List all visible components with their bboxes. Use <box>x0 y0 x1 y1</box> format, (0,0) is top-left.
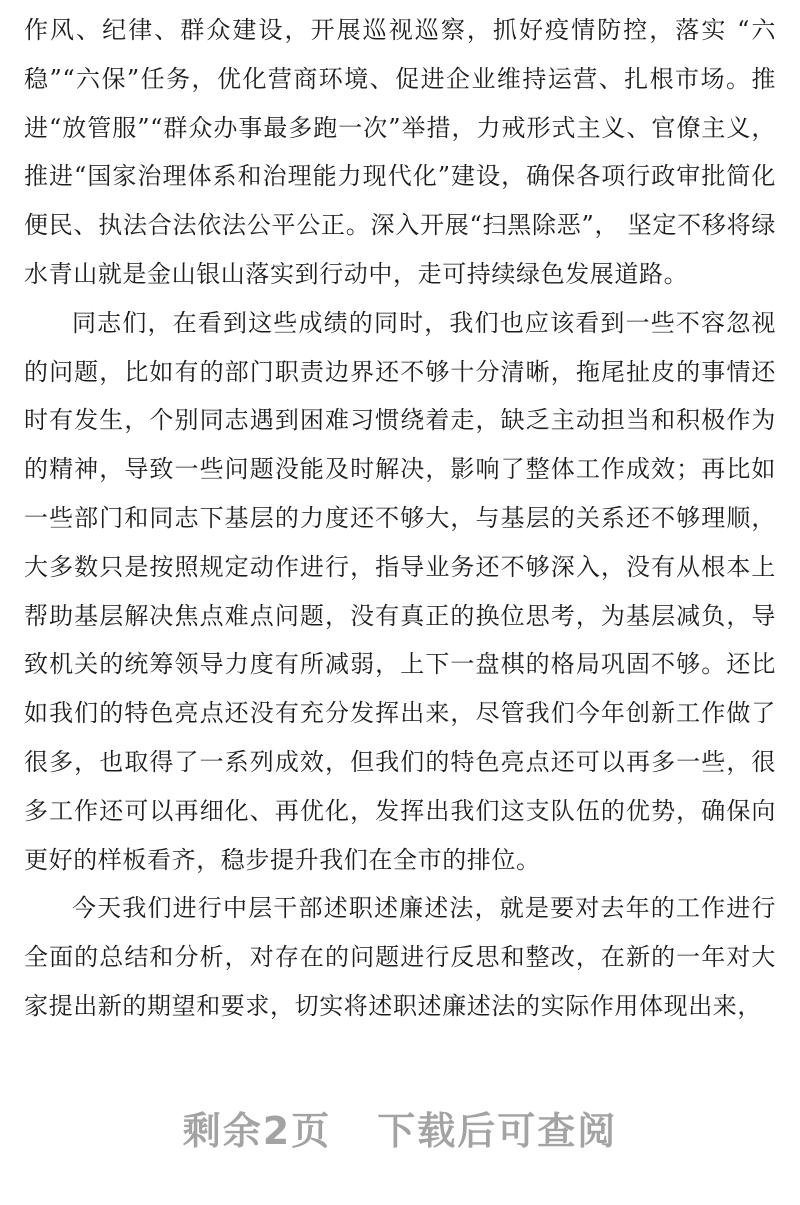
download-preview-banner[interactable] <box>0 1100 800 1155</box>
download-hint-label: 下载后可查阅 <box>377 1109 618 1153</box>
remaining-pages-label: 剩余2页 <box>182 1109 332 1153</box>
paragraph-1: 作风、纪律、群众建设，开展巡视巡察，抓好疫情防控，落实 “六稳”“六保”任务，优化营商环境、促进企业维持运营、扎根市场。推进“放管服”“群众办事最多跑一次”举措，力戒形式主义、官僚主义，推进“国家治理体系和治理能力现代化”建设，确保各项行政审批简化便民、执法合法依法公平公正。深入开展“扫黑除恶”， 坚定不移将绿水青山就是金山银山落实到行动中，走可持续绿色发展道路。 <box>24 16 776 288</box>
paragraph-2: 同志们，在看到这些成绩的同时，我们也应该看到一些不容忽视的问题，比如有的部门职责边界还不够十分清晰，拖尾扯皮的事情还时有发生，个别同志遇到困难习惯绕着走，缺乏主动担当和积极作为的精神，导致一些问题没能及时解决，影响了整体工作成效；再比如一些部门和同志下基层的力度还不够大，与基层的关系还不够理顺，大多数只是按照规定动作进行，指导业务还不够深入，没有从根本上帮助基层解决焦点难点问题，没有真正的换位思考，为基层减负，导致机关的统筹领导力度有所减弱，上下一盘棋的格局巩固不够。还比如我们的特色亮点还没有充分发挥出来，尽管我们今年创新工作做了很多，也取得了一系列成效，但我们的特色亮点还可以再多一些，很多工作还可以再细化、再优化，发挥出我们这支队伍的优势，确保向更好的样板看齐，稳步提升我们在全市的排位。 <box>24 308 776 874</box>
paragraph-3: 今天我们进行中层干部述职述廉述法，就是要对去年的工作进行全面的总结和分析，对存在的问题进行反思和整改，在新的一年对大家提出新的期望和要求，切实将述职述廉述法的实际作用体现出来， <box>24 894 776 1020</box>
document-body <box>24 6 776 1031</box>
